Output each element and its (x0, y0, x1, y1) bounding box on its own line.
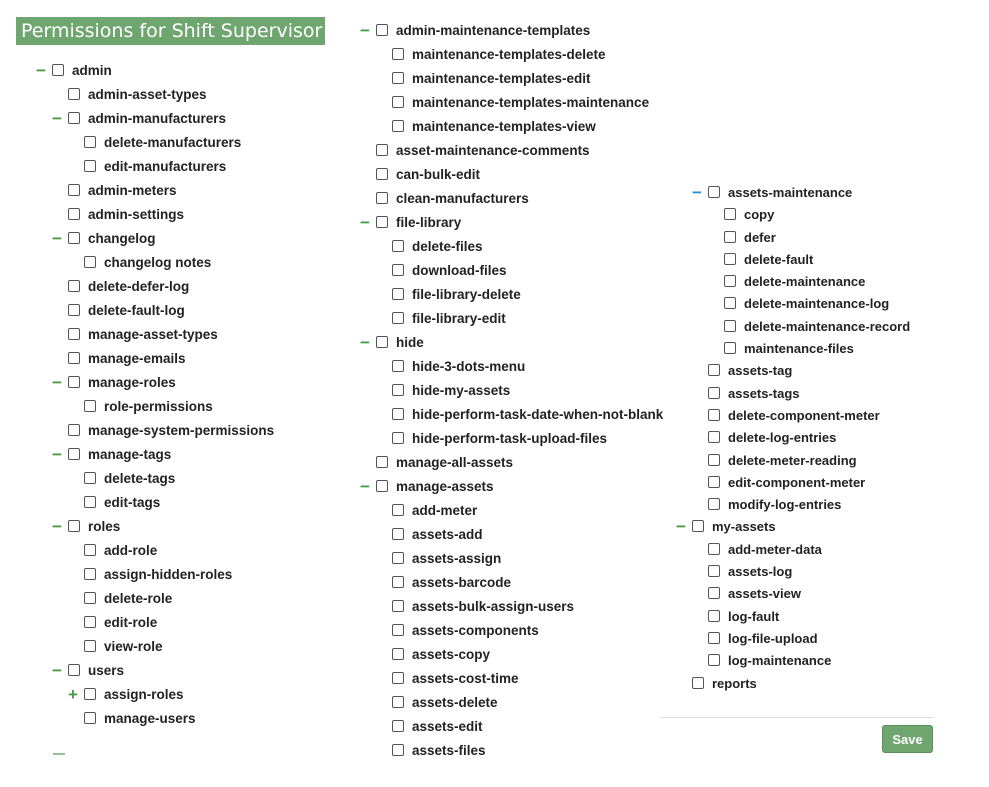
save-button[interactable]: Save (882, 725, 933, 753)
permission-checkbox[interactable] (52, 64, 64, 76)
collapse-icon[interactable]: − (360, 213, 370, 232)
permission-label[interactable]: manage-system-permissions (88, 423, 275, 438)
permission-checkbox[interactable] (392, 624, 404, 636)
permission-checkbox[interactable] (68, 328, 80, 340)
permission-label[interactable]: delete-component-meter (728, 407, 880, 423)
permission-label[interactable]: file-library (396, 215, 462, 230)
permission-checkbox[interactable] (392, 312, 404, 324)
permission-checkbox[interactable] (724, 275, 736, 287)
permission-checkbox[interactable] (392, 384, 404, 396)
permission-label[interactable]: hide-perform-task-upload-files (412, 431, 608, 446)
permission-label[interactable]: delete-defer-log (88, 279, 190, 294)
permission-label[interactable]: maintenance-files (744, 341, 854, 357)
permission-checkbox[interactable] (392, 360, 404, 372)
permission-checkbox[interactable] (708, 409, 720, 421)
permission-label[interactable]: assets-log (728, 564, 793, 580)
collapse-icon[interactable]: − (360, 21, 370, 40)
permission-checkbox[interactable] (392, 696, 404, 708)
permission-label[interactable]: can-bulk-edit (396, 167, 481, 182)
permission-label[interactable]: assign-roles (104, 687, 184, 702)
permission-checkbox[interactable] (708, 654, 720, 666)
permission-label[interactable]: delete-maintenance-log (744, 296, 890, 312)
permission-label[interactable]: edit-role (104, 615, 158, 630)
permission-label[interactable]: manage-assets (396, 479, 494, 494)
page-title: Permissions for Shift Supervisor (16, 17, 325, 45)
permission-checkbox[interactable] (708, 632, 720, 644)
permission-checkbox[interactable] (708, 476, 720, 488)
permission-label[interactable]: assets-tags (728, 385, 800, 401)
permission-checkbox[interactable] (692, 677, 704, 689)
permission-checkbox[interactable] (724, 231, 736, 243)
permission-label[interactable]: maintenance-templates-delete (412, 47, 606, 62)
collapse-icon[interactable]: − (676, 517, 686, 537)
collapse-icon[interactable]: − (52, 445, 62, 464)
permission-checkbox[interactable] (392, 240, 404, 252)
permission-label[interactable]: admin-manufacturers (88, 111, 227, 126)
permission-label[interactable]: admin (72, 63, 112, 78)
permission-label[interactable]: assets-delete (412, 695, 498, 710)
permission-label[interactable]: edit-tags (104, 495, 161, 510)
permission-label[interactable]: assets-assign (412, 551, 502, 566)
permission-label[interactable]: manage-asset-types (88, 327, 218, 342)
permission-checkbox[interactable] (724, 297, 736, 309)
permission-checkbox[interactable] (84, 160, 96, 172)
permission-checkbox[interactable] (68, 184, 80, 196)
permission-label[interactable]: assets-copy (412, 647, 491, 662)
permission-checkbox[interactable] (376, 216, 388, 228)
permission-checkbox[interactable] (392, 672, 404, 684)
permission-checkbox[interactable] (392, 432, 404, 444)
permission-checkbox[interactable] (68, 208, 80, 220)
permission-label[interactable]: maintenance-templates-view (412, 119, 596, 134)
permission-label[interactable]: manage-emails (88, 351, 186, 366)
permission-checkbox[interactable] (392, 72, 404, 84)
permission-checkbox[interactable] (68, 232, 80, 244)
permission-checkbox[interactable] (392, 528, 404, 540)
permission-label[interactable]: clean-manufacturers (396, 191, 529, 206)
permission-label[interactable]: add-meter-data (728, 541, 822, 557)
permission-label[interactable]: add-meter (412, 503, 478, 518)
permission-label[interactable]: manage-tags (88, 447, 172, 462)
permission-checkbox[interactable] (724, 342, 736, 354)
permission-label[interactable]: delete-role (104, 591, 173, 606)
permission-label[interactable]: changelog (88, 231, 156, 246)
permission-checkbox[interactable] (708, 498, 720, 510)
permission-label[interactable]: delete-tags (104, 471, 176, 486)
permission-checkbox[interactable] (68, 304, 80, 316)
permission-checkbox[interactable] (68, 376, 80, 388)
permission-checkbox[interactable] (392, 504, 404, 516)
permission-label[interactable]: users (88, 663, 125, 678)
permission-label[interactable]: assets-maintenance (728, 185, 853, 200)
permission-label[interactable]: delete-manufacturers (104, 135, 242, 150)
permission-checkbox[interactable] (708, 454, 720, 466)
permission-checkbox[interactable] (392, 408, 404, 420)
permission-label[interactable]: assets-add (412, 527, 483, 542)
permission-checkbox[interactable] (708, 186, 720, 198)
permission-label[interactable]: view-role (104, 639, 163, 654)
permission-label[interactable]: asset-maintenance-comments (396, 143, 590, 158)
permission-label[interactable]: assets-cost-time (412, 671, 519, 686)
permission-label[interactable]: file-library-delete (412, 287, 521, 302)
permission-label[interactable]: file-library-edit (412, 311, 506, 326)
collapse-icon[interactable]: − (360, 333, 370, 352)
permission-label[interactable]: delete-log-entries (728, 430, 837, 446)
permission-checkbox[interactable] (392, 552, 404, 564)
permission-label[interactable]: modify-log-entries (728, 497, 842, 513)
permission-checkbox[interactable] (392, 744, 404, 756)
permission-checkbox[interactable] (68, 424, 80, 436)
permission-checkbox[interactable] (392, 648, 404, 660)
permission-checkbox[interactable] (708, 387, 720, 399)
permission-checkbox[interactable] (392, 288, 404, 300)
permission-checkbox[interactable] (376, 144, 388, 156)
permission-checkbox[interactable] (392, 720, 404, 732)
permission-label[interactable]: roles (88, 519, 121, 534)
permission-label[interactable]: hide-my-assets (412, 383, 511, 398)
permission-checkbox[interactable] (692, 520, 704, 532)
permission-checkbox[interactable] (84, 400, 96, 412)
permission-label[interactable]: admin-asset-types (88, 87, 207, 102)
permission-checkbox[interactable] (84, 616, 96, 628)
permission-label[interactable]: download-files (412, 263, 507, 278)
permission-label[interactable]: edit-manufacturers (104, 159, 227, 174)
collapse-icon[interactable]: − (692, 183, 702, 202)
permission-label[interactable]: hide (396, 335, 424, 350)
permission-label[interactable]: assets-barcode (412, 575, 512, 590)
permission-label[interactable]: my-assets (712, 519, 776, 535)
permission-checkbox[interactable] (708, 565, 720, 577)
permission-label[interactable]: log-fault (728, 608, 780, 624)
permission-checkbox[interactable] (708, 364, 720, 376)
permission-checkbox[interactable] (68, 352, 80, 364)
permission-checkbox[interactable] (708, 610, 720, 622)
permission-checkbox[interactable] (724, 253, 736, 265)
permission-label[interactable]: role-permissions (104, 399, 213, 414)
permission-checkbox[interactable] (84, 544, 96, 556)
permission-checkbox[interactable] (84, 568, 96, 580)
permission-label[interactable]: manage-roles (88, 375, 176, 390)
permission-label[interactable]: assets-components (412, 623, 539, 638)
permission-checkbox[interactable] (376, 24, 388, 36)
permission-checkbox[interactable] (84, 472, 96, 484)
permission-checkbox[interactable] (68, 664, 80, 676)
permission-label[interactable]: assets-files (412, 743, 486, 758)
permission-label[interactable]: defer (744, 229, 776, 245)
collapse-icon[interactable]: − (52, 517, 62, 536)
permission-checkbox[interactable] (68, 448, 80, 460)
collapse-icon[interactable]: − (52, 661, 62, 680)
permission-checkbox[interactable] (68, 280, 80, 292)
permission-checkbox[interactable] (68, 112, 80, 124)
permission-label[interactable]: log-maintenance (728, 653, 832, 669)
permission-checkbox[interactable] (84, 256, 96, 268)
permission-checkbox[interactable] (376, 456, 388, 468)
permission-checkbox[interactable] (708, 543, 720, 555)
permission-checkbox[interactable] (392, 120, 404, 132)
permission-checkbox[interactable] (84, 640, 96, 652)
permission-label[interactable]: delete-fault-log (88, 303, 185, 318)
permission-label[interactable]: hide-3-dots-menu (412, 359, 526, 374)
permission-checkbox[interactable] (376, 336, 388, 348)
collapse-icon[interactable]: − (52, 229, 62, 248)
permission-checkbox[interactable] (84, 592, 96, 604)
permission-label[interactable]: edit-component-meter (728, 474, 866, 490)
collapse-icon[interactable]: − (52, 373, 62, 392)
permission-label[interactable]: hide-perform-task-date-when-not-blank (412, 407, 664, 422)
permission-checkbox[interactable] (376, 168, 388, 180)
permission-checkbox[interactable] (376, 192, 388, 204)
permission-label[interactable]: delete-files (412, 239, 483, 254)
footer-divider (660, 717, 934, 718)
permission-label[interactable]: maintenance-templates-maintenance (412, 95, 650, 110)
permission-label[interactable]: changelog notes (104, 255, 212, 270)
collapse-icon-partial (53, 753, 65, 755)
permission-label[interactable]: admin-maintenance-templates (396, 23, 591, 38)
permission-label[interactable]: maintenance-templates-edit (412, 71, 591, 86)
permission-checkbox[interactable] (84, 136, 96, 148)
permission-label[interactable]: log-file-upload (728, 630, 818, 646)
permission-label[interactable]: delete-meter-reading (728, 452, 857, 468)
permission-label[interactable]: assets-view (728, 586, 801, 602)
permission-label[interactable]: delete-maintenance-record (744, 318, 911, 334)
permission-label[interactable]: admin-meters (88, 183, 177, 198)
permission-label[interactable]: delete-fault (744, 251, 814, 267)
permission-checkbox[interactable] (392, 264, 404, 276)
permission-checkbox[interactable] (708, 587, 720, 599)
permission-checkbox[interactable] (84, 688, 96, 700)
permission-checkbox[interactable] (376, 480, 388, 492)
permission-checkbox[interactable] (392, 576, 404, 588)
permission-label[interactable]: assets-tag (728, 363, 793, 379)
permission-checkbox[interactable] (392, 48, 404, 60)
permission-checkbox[interactable] (724, 208, 736, 220)
permission-label[interactable]: assign-hidden-roles (104, 567, 233, 582)
collapse-icon[interactable]: − (52, 109, 62, 128)
permission-label[interactable]: manage-users (104, 711, 196, 726)
permission-checkbox[interactable] (392, 96, 404, 108)
permission-label[interactable]: manage-all-assets (396, 455, 514, 470)
permission-checkbox[interactable] (708, 431, 720, 443)
collapse-icon[interactable]: − (36, 61, 46, 80)
permission-checkbox[interactable] (84, 712, 96, 724)
permission-label[interactable]: assets-edit (412, 719, 483, 734)
permission-checkbox[interactable] (392, 600, 404, 612)
permission-label[interactable]: add-role (104, 543, 158, 558)
collapse-icon[interactable]: − (360, 477, 370, 496)
permission-label[interactable]: delete-maintenance (744, 274, 866, 290)
expand-icon[interactable]: + (68, 685, 78, 704)
permission-label[interactable]: assets-bulk-assign-users (412, 599, 575, 614)
permission-checkbox[interactable] (724, 320, 736, 332)
permission-label[interactable]: copy (744, 207, 775, 223)
permission-checkbox[interactable] (68, 88, 80, 100)
permission-checkbox[interactable] (68, 520, 80, 532)
permission-label[interactable]: reports (712, 675, 757, 691)
permission-checkbox[interactable] (84, 496, 96, 508)
permission-label[interactable]: admin-settings (88, 207, 185, 222)
